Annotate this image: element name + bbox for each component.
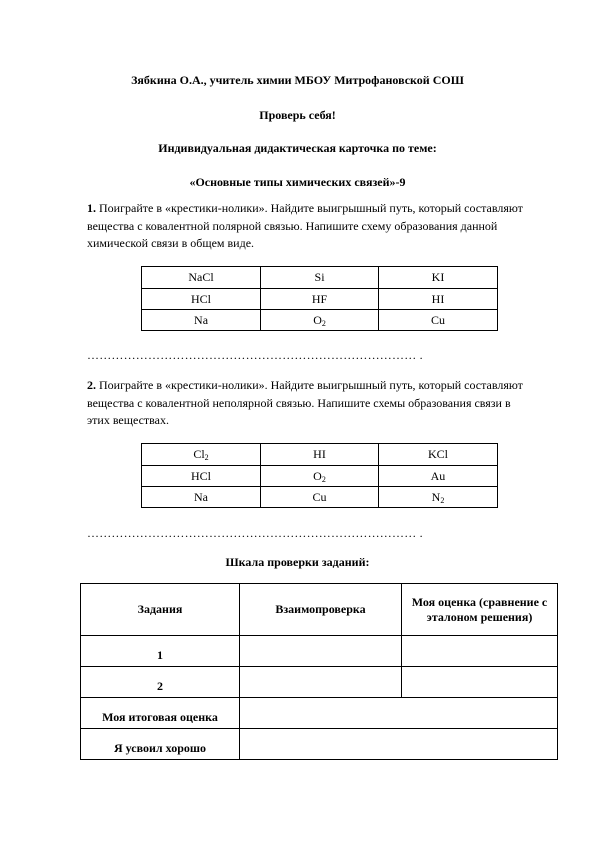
scale-row-2-label: 2 [81,667,240,698]
task2-formula: O [313,468,322,483]
task2-number: 2. [87,378,96,392]
task1-cell-2-2 [379,310,498,331]
task1-number: 1. [87,201,96,215]
author-line: Зябкина О.А., учитель химии МБОУ Митрофановской СОШ [131,73,464,87]
task1-formula: Si [314,270,325,284]
scale-row-1-label: 1 [81,636,240,667]
task1-cell-0-1 [261,267,379,289]
task2-formula: Cu [312,489,327,504]
task2-formula: HI [313,447,326,461]
task1-formula: O [313,312,322,327]
task2-description: Поиграйте в «крестики-нолики». Найдите выигрышный путь, который составляют вещества с ковалентной неполярной связью. Напишите схемы образования связи в этих веществах. [87,378,523,427]
scale-title: Шкала проверки заданий: [225,555,370,569]
task2-cell-0-0 [142,444,261,466]
task2-formula-subscript: 2 [321,474,326,484]
scale-table [80,583,558,760]
scale-row-2-self-cell[interactable] [402,667,558,698]
task1-formula: Cu [431,312,446,327]
task2-formula-subscript: 2 [204,453,209,462]
task2-grid [141,443,498,508]
task2-formula: Na [194,489,208,504]
task2-formula-subscript: 2 [440,495,445,505]
task2-cell-1-2 [378,466,497,487]
task1-cell-1-0 [142,289,261,310]
task2-cell-2-1 [261,487,379,508]
task1-formula: KI [431,270,445,284]
check-title: Проверь себя! [259,108,336,122]
task2-formula: N [431,489,441,504]
scale-header-tasks: Задания [81,584,240,636]
task1-formula: Na [194,312,209,327]
task1-description: Поиграйте в «крестики-нолики». Найдите выигрышный путь, который составляют вещества с ковалентной полярной связью. Напишите схему образования данной химической связи в общем виде. [87,201,523,250]
task2-text [87,377,527,430]
scale-row-1-peer-cell[interactable] [240,636,402,667]
task2-formula: HCl [191,468,212,483]
task1-cell-2-1 [261,310,379,331]
task2-formula: KCl [427,447,448,461]
task2-formula: Cl [193,447,205,461]
task2-formula: Au [430,468,446,483]
scale-learned-label: Я усвоил хорошо [81,729,240,760]
scale-header-self-grade: Моя оценка (сравнение с эталоном решения) [402,584,558,636]
task1-formula-subscript: 2 [321,318,326,328]
task1-cell-2-0 [142,310,261,331]
scale-row-2-peer-cell[interactable] [240,667,402,698]
task1-cell-1-2 [379,289,498,310]
scale-learned-cell[interactable] [240,729,558,760]
task2-cell-1-1 [261,466,379,487]
task1-cell-0-0 [142,267,261,289]
task1-cell-0-2 [379,267,498,289]
task1-formula: HI [431,291,445,306]
scale-final-grade-label: Моя итоговая оценка [81,698,240,729]
scale-final-grade-cell[interactable] [240,698,558,729]
task2-cell-0-1 [261,444,379,466]
scale-header-peer-review: Взаимопроверка [240,584,402,636]
task1-grid [141,266,498,331]
topic-title: «Основные типы химических связей»-9 [189,175,406,189]
task1-formula: NaCl [188,270,214,284]
task1-text [87,200,527,253]
task2-cell-0-2 [378,444,497,466]
task2-answer-line: ……………………………………………………………………… . [87,526,423,540]
task2-cell-2-2 [378,487,497,508]
task1-answer-line: ……………………………………………………………………… . [87,348,423,362]
task1-cell-1-1 [261,289,379,310]
scale-row-1-self-cell[interactable] [402,636,558,667]
task2-cell-1-0 [142,466,261,487]
task1-formula: HCl [191,291,212,306]
card-title: Индивидуальная дидактическая карточка по теме: [158,141,437,155]
task1-formula: HF [311,291,328,306]
task2-cell-2-0 [142,487,261,508]
